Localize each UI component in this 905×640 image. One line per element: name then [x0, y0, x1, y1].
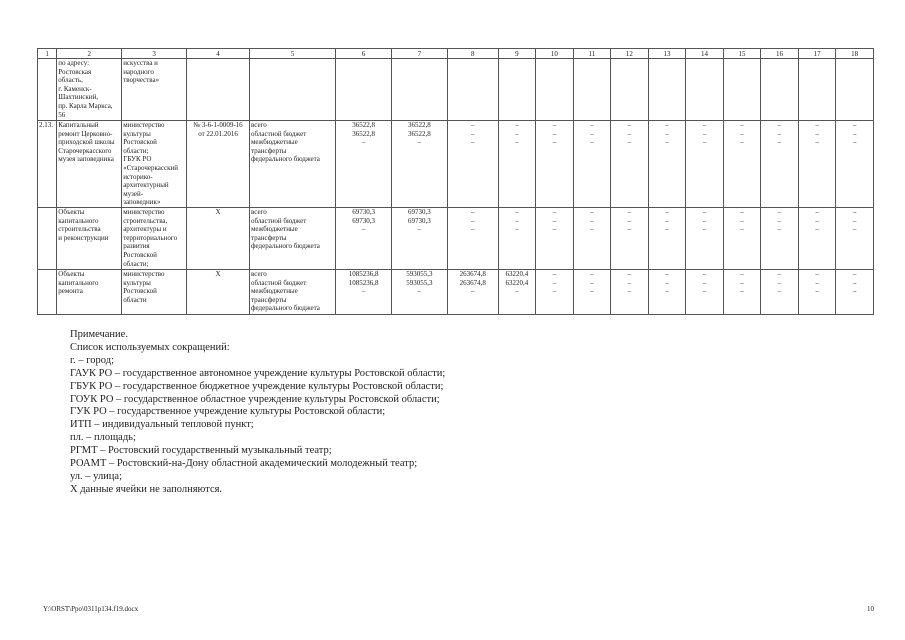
value: 69730,3	[408, 207, 431, 216]
value: –	[515, 287, 519, 296]
value: –	[702, 278, 707, 287]
value: –	[552, 121, 557, 129]
value: –	[590, 225, 594, 234]
value-cell	[536, 121, 574, 208]
value: –	[740, 121, 744, 129]
value: 593055,3	[406, 269, 433, 278]
value: –	[665, 287, 669, 296]
value: 36522,8	[408, 121, 431, 129]
column-number: 16	[761, 49, 799, 59]
value: –	[627, 121, 632, 129]
value: –	[777, 278, 782, 287]
value-cell	[836, 121, 874, 208]
value: –	[515, 207, 519, 216]
value-cell	[498, 207, 536, 269]
value-cell	[336, 269, 392, 314]
value: –	[815, 278, 819, 287]
funding-source: всего	[251, 207, 267, 216]
column-number: 18	[836, 49, 874, 59]
value-cell	[686, 269, 724, 314]
value-cell	[392, 121, 448, 208]
value-cell	[536, 59, 574, 121]
value-cell	[336, 59, 392, 121]
value-cell	[611, 269, 649, 314]
value: –	[777, 207, 782, 216]
value-cell	[798, 121, 836, 208]
value-cell	[447, 269, 498, 314]
table-row	[38, 269, 874, 314]
value: –	[665, 278, 669, 287]
value: –	[361, 138, 366, 147]
value: –	[665, 121, 669, 129]
value: –	[815, 216, 819, 225]
column-number: 17	[798, 49, 836, 59]
column-number: 9	[498, 49, 536, 59]
object-name-cell: Капитальный ремонт Церковно- приходской школы Старочеркасского музея заповедника	[57, 121, 122, 208]
object-name-cell: Объекты капитального строительства и реконструкции	[57, 207, 122, 269]
value: –	[777, 287, 782, 296]
column-number: 3	[122, 49, 187, 59]
value: –	[702, 207, 707, 216]
value: –	[777, 225, 782, 234]
document-cell: № 3-6-1-0009-16 от 22.01.2016	[187, 121, 250, 208]
value: –	[777, 138, 782, 147]
executor-cell: министерство строительства, архитектуры и территориального развития Ростовской области;	[122, 207, 187, 269]
funding-source: областной бюджет	[251, 129, 307, 138]
value: 263674,8	[459, 269, 486, 278]
value: –	[627, 207, 632, 216]
table-row	[38, 59, 874, 121]
value: –	[702, 129, 707, 138]
value: –	[515, 225, 519, 234]
column-number: 10	[536, 49, 574, 59]
value: –	[740, 278, 744, 287]
table-header-row	[38, 49, 874, 59]
funding-source-cell	[250, 269, 336, 314]
value-cell	[686, 121, 724, 208]
document-cell: X	[187, 207, 250, 269]
funding-source-cell	[250, 207, 336, 269]
value: –	[417, 138, 422, 147]
value: –	[740, 207, 744, 216]
value: –	[590, 216, 594, 225]
value-cell	[761, 207, 799, 269]
value: –	[627, 225, 632, 234]
value: –	[702, 287, 707, 296]
value-cell	[536, 269, 574, 314]
value: –	[590, 287, 594, 296]
value: –	[740, 129, 744, 138]
row-number-cell	[38, 269, 57, 314]
value: –	[627, 269, 632, 278]
funding-source: всего	[251, 121, 267, 129]
funding-source: межбюджетные трансферты федерального бюджета	[251, 138, 320, 164]
value: –	[777, 216, 782, 225]
column-number: 7	[392, 49, 448, 59]
column-number: 14	[686, 49, 724, 59]
value-cell	[573, 207, 611, 269]
value: –	[665, 129, 669, 138]
value: –	[702, 269, 707, 278]
value-cell	[761, 269, 799, 314]
value: –	[552, 278, 557, 287]
value: –	[417, 225, 422, 234]
note-line: ул. – улица;	[70, 470, 122, 482]
note-line: ГАУК РО – государственное автономное учреждение культуры Ростовской области;	[70, 367, 446, 379]
value-cell	[447, 207, 498, 269]
value: –	[740, 216, 744, 225]
funding-source: всего	[251, 269, 267, 278]
value: –	[852, 287, 857, 296]
column-number: 12	[611, 49, 649, 59]
column-number: 4	[187, 49, 250, 59]
value-cell	[392, 207, 448, 269]
value: –	[852, 269, 857, 278]
value-cell	[498, 121, 536, 208]
row-number-cell	[38, 207, 57, 269]
abbreviations-note	[70, 329, 445, 497]
value: –	[515, 121, 519, 129]
page-number: 10	[867, 605, 874, 613]
value: 69730,3	[408, 216, 431, 225]
value-cell	[447, 121, 498, 208]
value: –	[361, 287, 366, 296]
value: 1085236,8	[348, 278, 379, 287]
column-number: 8	[447, 49, 498, 59]
column-number: 13	[648, 49, 686, 59]
value-cell	[573, 269, 611, 314]
value: –	[590, 278, 594, 287]
value: –	[552, 138, 557, 147]
executor-cell: искусства и народного творчества»	[122, 59, 187, 121]
value: 69730,3	[352, 216, 375, 225]
value-cell	[723, 269, 761, 314]
value-cell	[648, 269, 686, 314]
table-row	[38, 121, 874, 208]
value: –	[552, 129, 557, 138]
value: –	[361, 225, 366, 234]
note-line: Список используемых сокращений:	[70, 341, 230, 353]
value-cell	[536, 207, 574, 269]
note-line: ГБУК РО – государственное бюджетное учреждение культуры Ростовской области;	[70, 380, 444, 392]
document-cell	[187, 59, 250, 121]
value: –	[552, 225, 557, 234]
column-number: 1	[38, 49, 57, 59]
value-cell	[761, 59, 799, 121]
funding-source: областной бюджет	[251, 216, 307, 225]
value: –	[590, 129, 594, 138]
value: –	[815, 138, 819, 147]
value: 36522,8	[352, 129, 375, 138]
value: –	[740, 225, 744, 234]
value-cell	[723, 207, 761, 269]
object-name-cell: Объекты капитального ремонта	[57, 269, 122, 314]
value: 36522,8	[408, 129, 431, 138]
column-number: 2	[57, 49, 122, 59]
value: –	[552, 216, 557, 225]
value-cell	[336, 121, 392, 208]
note-line: пл. – площадь;	[70, 432, 136, 444]
value-cell	[836, 207, 874, 269]
value: –	[777, 269, 782, 278]
value-cell	[336, 207, 392, 269]
value: –	[590, 269, 594, 278]
value: –	[702, 216, 707, 225]
column-number: 15	[723, 49, 761, 59]
value: –	[852, 121, 857, 129]
value-cell	[648, 59, 686, 121]
value-cell	[686, 59, 724, 121]
value: –	[470, 207, 475, 216]
note-line: РГМТ – Ростовский государственный музыкальный театр;	[70, 445, 332, 457]
value-cell	[498, 59, 536, 121]
value: –	[470, 129, 475, 138]
value: –	[815, 225, 819, 234]
value-cell	[392, 59, 448, 121]
column-number: 11	[573, 49, 611, 59]
value: –	[740, 287, 744, 296]
value: –	[470, 287, 475, 296]
value: –	[815, 121, 819, 129]
budget-table	[37, 48, 874, 315]
value: –	[852, 207, 857, 216]
value-cell	[573, 121, 611, 208]
value: –	[627, 138, 632, 147]
value: –	[470, 225, 475, 234]
value-cell	[611, 59, 649, 121]
column-number: 6	[336, 49, 392, 59]
value: 263674,8	[459, 278, 486, 287]
value: –	[627, 287, 632, 296]
value: –	[815, 269, 819, 278]
note-line: Примечание.	[70, 329, 128, 340]
value: –	[852, 278, 857, 287]
row-number-cell: 2.13.	[38, 121, 57, 208]
value: –	[815, 207, 819, 216]
value-cell	[648, 121, 686, 208]
note-line: РОАМТ – Ростовский-на-Дону областной академический молодежный театр;	[70, 458, 418, 470]
value-cell	[686, 207, 724, 269]
value: –	[470, 121, 475, 129]
document-cell: X	[187, 269, 250, 314]
value-cell	[723, 121, 761, 208]
value-cell	[836, 59, 874, 121]
value-cell	[836, 269, 874, 314]
funding-source: областной бюджет	[251, 278, 307, 287]
value: 593055,3	[406, 278, 433, 287]
table-row	[38, 207, 874, 269]
value: –	[852, 225, 857, 234]
value: 63220,4	[505, 269, 529, 278]
value: 1085236,8	[348, 269, 379, 278]
note-line: ИТП – индивидуальный тепловой пункт;	[70, 419, 254, 431]
value-cell	[611, 207, 649, 269]
value-cell	[798, 59, 836, 121]
value: 36522,8	[352, 121, 375, 129]
value: –	[665, 269, 669, 278]
funding-source-cell	[250, 121, 336, 208]
value: –	[627, 129, 632, 138]
value: –	[740, 138, 744, 147]
value: –	[627, 278, 632, 287]
note-line: ГУК РО – государственное учреждение культуры Ростовской области;	[70, 406, 386, 418]
value: –	[590, 207, 594, 216]
value: –	[590, 121, 594, 129]
value-cell	[723, 59, 761, 121]
note-line: г. – город;	[70, 354, 114, 366]
value-cell	[573, 59, 611, 121]
row-number-cell	[38, 59, 57, 121]
value: –	[552, 269, 557, 278]
value-cell	[498, 269, 536, 314]
funding-source: межбюджетные трансферты федерального бюджета	[251, 225, 320, 251]
value: –	[777, 121, 782, 129]
value: –	[590, 138, 594, 147]
funding-source-cell	[250, 59, 336, 121]
funding-source: межбюджетные трансферты федерального бюджета	[251, 287, 320, 313]
value: –	[702, 138, 707, 147]
note-line: ГОУК РО – государственное областное учреждение культуры Ростовской области;	[70, 393, 440, 405]
value: –	[852, 216, 857, 225]
value: –	[470, 138, 475, 147]
value-cell	[611, 121, 649, 208]
value: –	[702, 121, 707, 129]
executor-cell: министерство культуры Ростовской области	[122, 269, 187, 314]
value: –	[552, 287, 557, 296]
value: –	[552, 207, 557, 216]
value: –	[665, 216, 669, 225]
object-name-cell: по адресу: Ростовская область, г. Каменск- Шахтинский, пр. Карла Маркса, 56	[57, 59, 122, 121]
value-cell	[648, 207, 686, 269]
value: –	[702, 225, 707, 234]
file-path: Y:\ORST\Ppo\0311p134.f19.docx	[43, 605, 139, 613]
value: 69730,3	[352, 207, 375, 216]
value-cell	[798, 207, 836, 269]
value: –	[852, 138, 857, 147]
column-number: 5	[250, 49, 336, 59]
value-cell	[392, 269, 448, 314]
value: –	[470, 216, 475, 225]
executor-cell: министерство культуры Ростовской области; ГБУК РО «Старочеркасский историко- архитектурный музей- заповедник»	[122, 121, 187, 208]
value: –	[665, 207, 669, 216]
value: –	[515, 129, 519, 138]
value: 63220,4	[505, 278, 529, 287]
value: –	[627, 216, 632, 225]
note-line: Х данные ячейки не заполняются.	[70, 483, 223, 495]
value: –	[417, 287, 422, 296]
value: –	[777, 129, 782, 138]
value: –	[665, 138, 669, 147]
value-cell	[798, 269, 836, 314]
value: –	[815, 287, 819, 296]
value: –	[815, 129, 819, 138]
value: –	[515, 138, 519, 147]
value-cell	[447, 59, 498, 121]
value-cell	[761, 121, 799, 208]
value: –	[740, 269, 744, 278]
value: –	[515, 216, 519, 225]
value: –	[852, 129, 857, 138]
value: –	[665, 225, 669, 234]
